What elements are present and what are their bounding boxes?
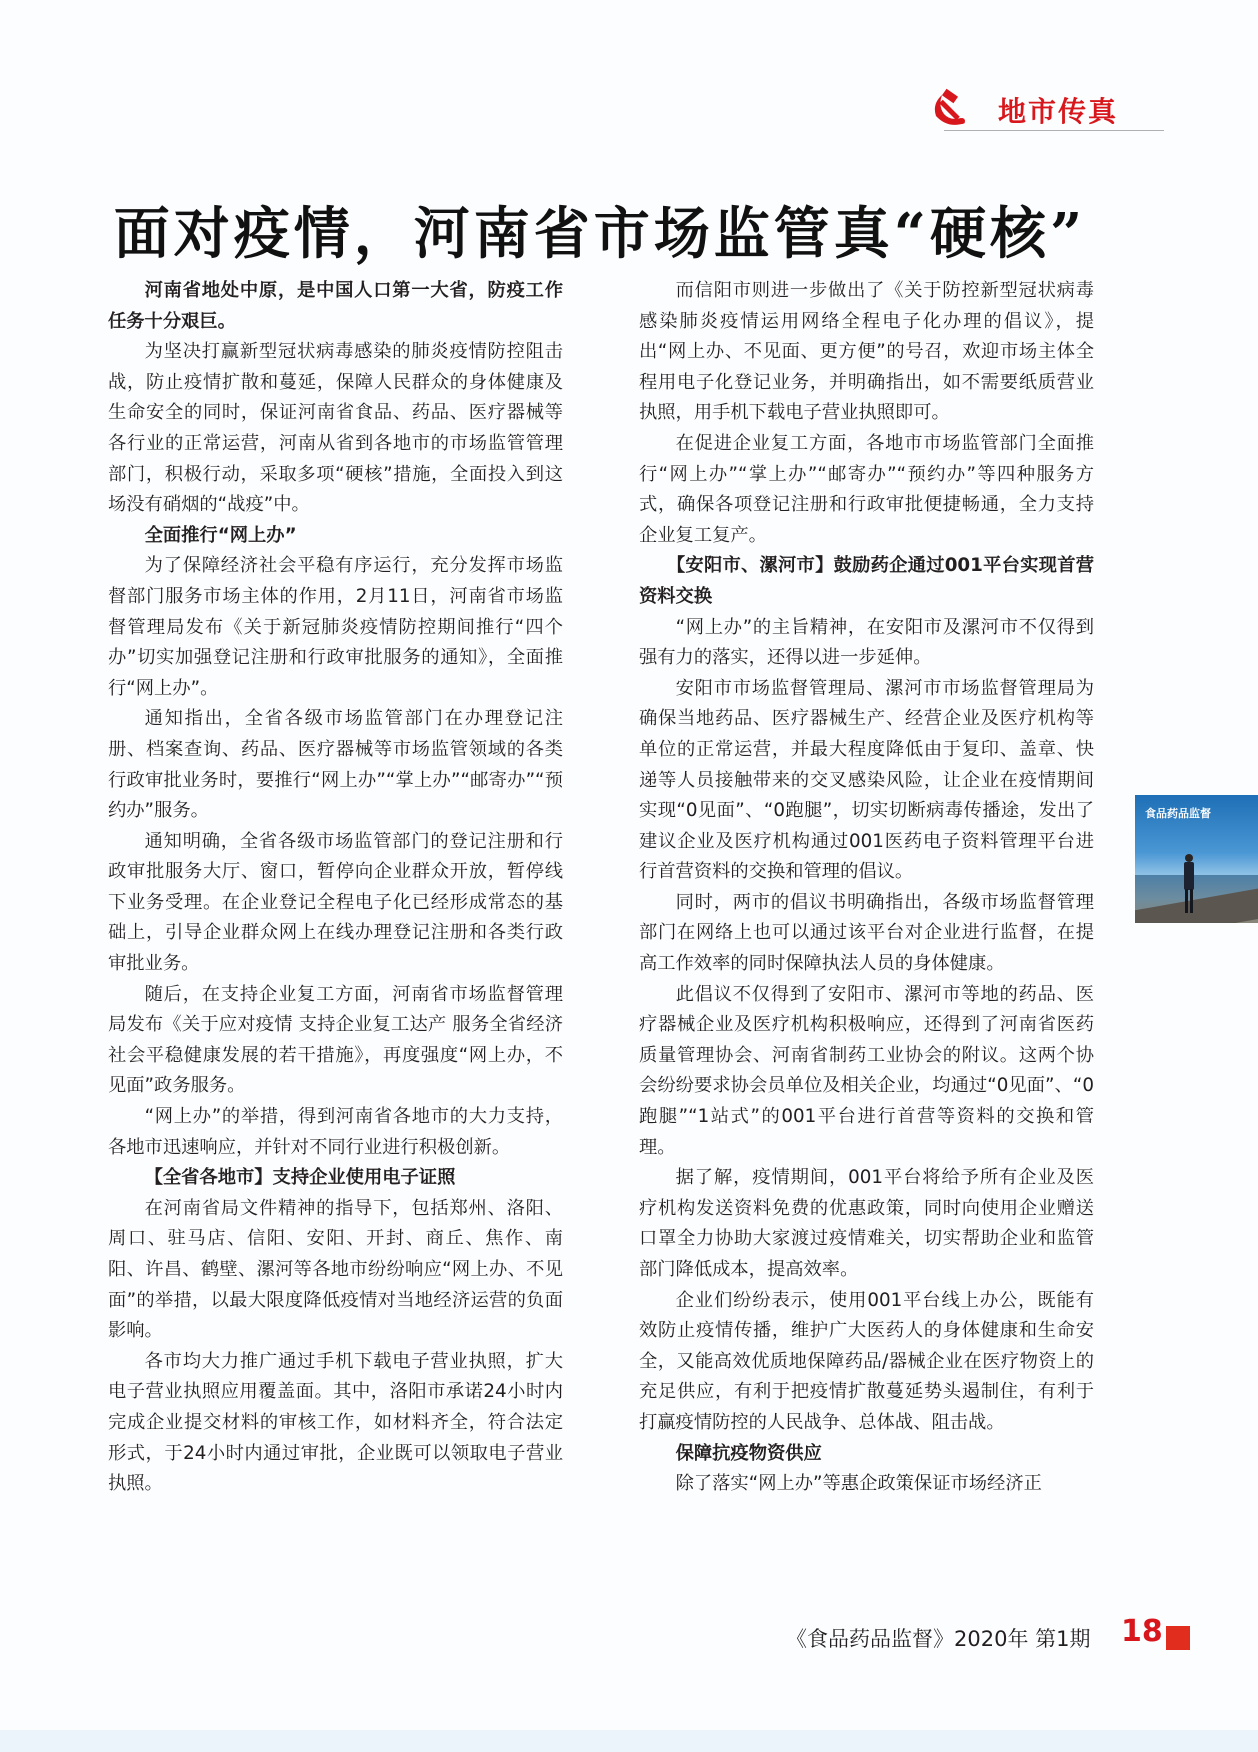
left-column-paragraph: 各市均大力推广通过手机下载电子营业执照，扩大电子营业执照应用覆盖面。其中，洛阳市承诺24小时内完成企业提交材料的审核工作，如材料齐全，符合法定形式，于24小时内通过审批，企业既可以领取电子营业执照。 (108, 1350, 563, 1495)
right-column-paragraph: 而信阳市则进一步做出了《关于防控新型冠状病毒感染肺炎疫情运用网络全程电子化办理的倡议》，提出“网上办、不见面、更方便”的号召，欢迎市场主体全程用电子化登记业务，并明确指出，如不需要纸质营业执照，用手机下载电子营业执照即可。 (639, 280, 1094, 424)
right-column-paragraph: 安阳市市场监督管理局、漯河市市场监督管理局为确保当地药品、医疗器械生产、经营企业及医疗机构等单位的正常运营，并最大程度降低由于复印、盖章、快递等人员接触带来的交叉感染风险，让企业在疫情期间实现“0见面”、“0跑腿”，切实切断病毒传播途，发出了建议企业及医疗机构通过001医药电子资料管理平台进行首营资料的交换和管理的倡议。 (639, 677, 1094, 883)
photo-caption: 食品药品监督 (1145, 807, 1211, 820)
right-column-paragraph: 据了解，疫情期间，001平台将给予所有企业及医疗机构发送资料免费的优惠政策，同时向使用企业赠送口罩全力协助大家渡过疫情难关，切实帮助企业和监管部门降低成本，提高效率。 (639, 1167, 1094, 1280)
left-column-paragraph: 通知指出，全省各级市场监管部门在办理登记注册、档案查询、药品、医疗器械等市场监管领域的各类行政审批业务时，要推行“网上办”“掌上办”“邮寄办”“预约办”服务。 (108, 708, 563, 822)
right-column-heading: 【安阳市、漯河市】鼓励药企通过001平台实现首营资料交换 (639, 555, 1094, 607)
right-column-paragraph: 在促进企业复工方面，各地市市场监管部门全面推行“网上办”“掌上办”“邮寄办”“预约办”等四种服务方式，确保各项登记注册和行政审批便捷畅通，全力支持企业复工复产。 (639, 432, 1094, 546)
left-column-paragraph: 在河南省局文件精神的指导下，包括郑州、洛阳、周口、驻马店、信阳、安阳、开封、商丘、焦作、南阳、许昌、鹤壁、漯河等各地市纷纷响应“网上办、不见面”的举措，以最大限度降低疫情对当地经济运营的负面影响。 (108, 1197, 563, 1342)
left-column (108, 276, 563, 1500)
right-column-paragraph: 除了落实“网上办”等惠企政策保证市场经济正 (675, 1473, 1042, 1495)
person-figure (1183, 853, 1195, 915)
lead-paragraph: 河南省地处中原，是中国人口第一大省，防疫工作任务十分艰巨。 (108, 280, 563, 332)
left-column-heading: 全面推行“网上办” (144, 524, 297, 546)
page-marker (1166, 1626, 1190, 1650)
left-column-paragraph: 通知明确，全省各级市场监管部门的登记注册和行政审批服务大厅、窗口，暂停向企业群众开放，暂停线下业务受理。在企业登记全程电子化已经形成常态的基础上，引导企业群众网上在线办理登记注册和各类行政审批业务。 (108, 830, 563, 975)
journal-footer: 《食品药品监督》2020年 第1期 (786, 1627, 1091, 1651)
right-column-heading: 保障抗疫物资供应 (675, 1442, 822, 1464)
article-title: 面对疫情，河南省市场监管真“硬核” (113, 201, 1087, 267)
left-column-paragraph: 随后，在支持企业复工方面，河南省市场监督管理局发布《关于应对疫情 支持企业复工达产 服务全省经济社会平稳健康发展的若干措施》，再度强度“网上办，不见面”政务服务。 (108, 983, 563, 1097)
right-column-paragraph: “网上办”的主旨精神，在安阳市及漯河市不仅得到强有力的落实，还得以进一步延伸。 (639, 616, 1094, 669)
page-number: 18 (1121, 1614, 1163, 1649)
side-photo (1135, 795, 1258, 923)
right-column-paragraph: 同时，两市的倡议书明确指出，各级市场监督管理部门在网络上也可以通过该平台对企业进行监督，在提高工作效率的同时保障执法人员的身体健康。 (639, 891, 1094, 975)
section-label (928, 86, 1164, 132)
left-column-paragraph: 为了保障经济社会平稳有序运行，充分发挥市场监督部门服务市场主体的作用，2月11日，河南省市场监督管理局发布《关于新冠肺炎疫情防控期间推行“四个办”切实加强登记注册和行政审批服务的通知》，全面推行“网上办”。 (108, 555, 563, 699)
left-column-paragraph: 为坚决打赢新型冠状病毒感染的肺炎疫情防控阻击战，防止疫情扩散和蔓延，保障人民群众的身体健康及生命安全的同时，保证河南省食品、药品、医疗器械等各行业的正常运营，河南从省到各地市的市场监管管理部门，积极行动，采取多项“硬核”措施，全面投入到这场没有硝烟的“战疫”中。 (108, 341, 563, 516)
left-column-paragraph: “网上办”的举措，得到河南省各地市的大力支持，各地市迅速响应，并针对不同行业进行积极创新。 (108, 1106, 563, 1158)
left-column-heading: 【全省各地市】支持企业使用电子证照 (144, 1167, 456, 1189)
right-column-paragraph: 此倡议不仅得到了安阳市、漯河市等地的药品、医疗器械企业及医疗机构积极响应，还得到了河南省医药质量管理协会、河南省制药工业协会的附议。这两个协会纷纷要求协会员单位及相关企业，均通过“0见面”、“0跑腿”“1站式”的001平台进行首营等资料的交换和管理。 (639, 983, 1094, 1158)
right-column-paragraph: 企业们纷纷表示，使用001平台线上办公，既能有效防止疫情传播，维护广大医药人的身体健康和生命安全，又能高效优质地保障药品/器械企业在医疗物资上的充足供应，有利于把疫情扩散蔓延势头遏制住，有利于打赢疫情防控的人民战争、总体战、阻击战。 (639, 1289, 1094, 1433)
right-column (639, 276, 1094, 1500)
section-divider (944, 130, 1164, 131)
hammer-sickle-icon (928, 86, 972, 130)
section-label-text: 地市传真 (998, 95, 1119, 128)
